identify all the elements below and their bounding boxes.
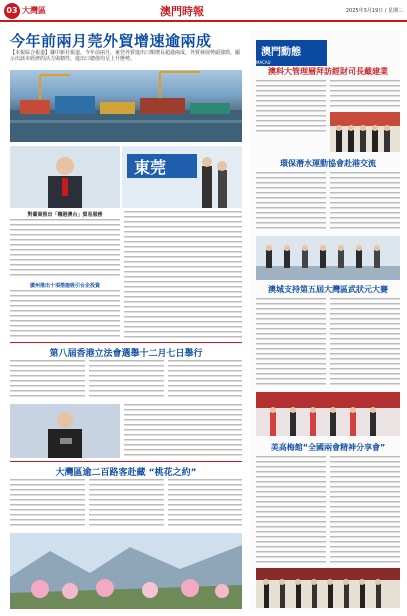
macao-column-sub-label: MACAU xyxy=(256,60,271,65)
macao-story-4-photo xyxy=(256,568,400,608)
lead-headline: 今年前兩月莞外貿增速逾兩成 xyxy=(10,32,212,50)
section-name: 大灣區 xyxy=(22,6,46,15)
tourism-photo xyxy=(10,533,242,609)
macao-story-1-text xyxy=(256,80,326,135)
tourism-body-text-3 xyxy=(168,479,242,529)
macao-story-3-photo xyxy=(256,392,400,436)
macao-story-3-text-2 xyxy=(330,298,400,388)
conference-body-text-3 xyxy=(168,360,242,400)
conference-body-text xyxy=(10,360,85,400)
divider xyxy=(10,342,242,343)
macao-story-2-text xyxy=(256,172,326,232)
macao-story-1-text-2 xyxy=(330,80,400,110)
guangzhou-photo-2 xyxy=(122,146,242,208)
lead-body-text xyxy=(124,211,242,338)
macao-story-2-text-2 xyxy=(330,172,400,232)
macao-story-2-headline: 環保潛水運動協會赴港交流 xyxy=(280,159,376,168)
issue-date: 2025年3月19日 / 星期三 xyxy=(345,8,403,14)
macao-story-4-text xyxy=(256,456,326,566)
guangzhou-body-text-2 xyxy=(10,290,120,338)
tourism-body-text xyxy=(10,479,85,529)
conference-photo xyxy=(10,404,120,458)
macao-story-4-headline: 美高梅館“全國兩會精神分享會” xyxy=(270,443,386,452)
tourism-body-text-2 xyxy=(89,479,164,529)
page-number: 03 xyxy=(4,3,20,19)
lead-lede: 【本報綜合報道】據中新社報道，今年前兩月，東莞外貿進出口額增長超過兩成，外貿發展勢頭強勁，顯示出該市經濟的活力與韌性，進出口總值均呈上升態勢。 xyxy=(10,50,241,62)
divider-2 xyxy=(10,461,242,462)
guangzhou-body-text xyxy=(10,219,120,279)
tourism-headline: 大灣區逾二百路客赴藏 “桃花之約” xyxy=(55,468,197,478)
conference-body-text-2 xyxy=(89,360,164,400)
guangzhou-caption: 廣州推出十項措施吸引台企投資 xyxy=(29,283,100,289)
macao-story-2-photo xyxy=(256,236,400,280)
svg-text:東莞: 東莞 xyxy=(134,158,167,177)
conference-body-text-4 xyxy=(124,404,242,458)
macao-story-3-text xyxy=(256,298,326,388)
conference-headline: 第八屆香港立法會選舉十二月七日舉行 xyxy=(49,349,203,359)
masthead: 澳門時報 xyxy=(160,5,204,18)
macao-story-1-headline: 澳科大管理層拜訪經財司長戴建業 xyxy=(268,67,388,76)
macao-story-3-headline: 澳城支持第五屆大灣區武狀元大賽 xyxy=(268,285,388,294)
macao-story-1-photo xyxy=(330,112,400,152)
guangzhou-headline: 對臺商推出「穗港澳台」貿易服務 xyxy=(27,212,103,218)
lead-photo xyxy=(10,70,242,142)
macao-story-4-text-2 xyxy=(330,456,400,566)
macao-column-label: 澳門動態 xyxy=(256,40,327,66)
guangzhou-photo xyxy=(10,146,120,208)
